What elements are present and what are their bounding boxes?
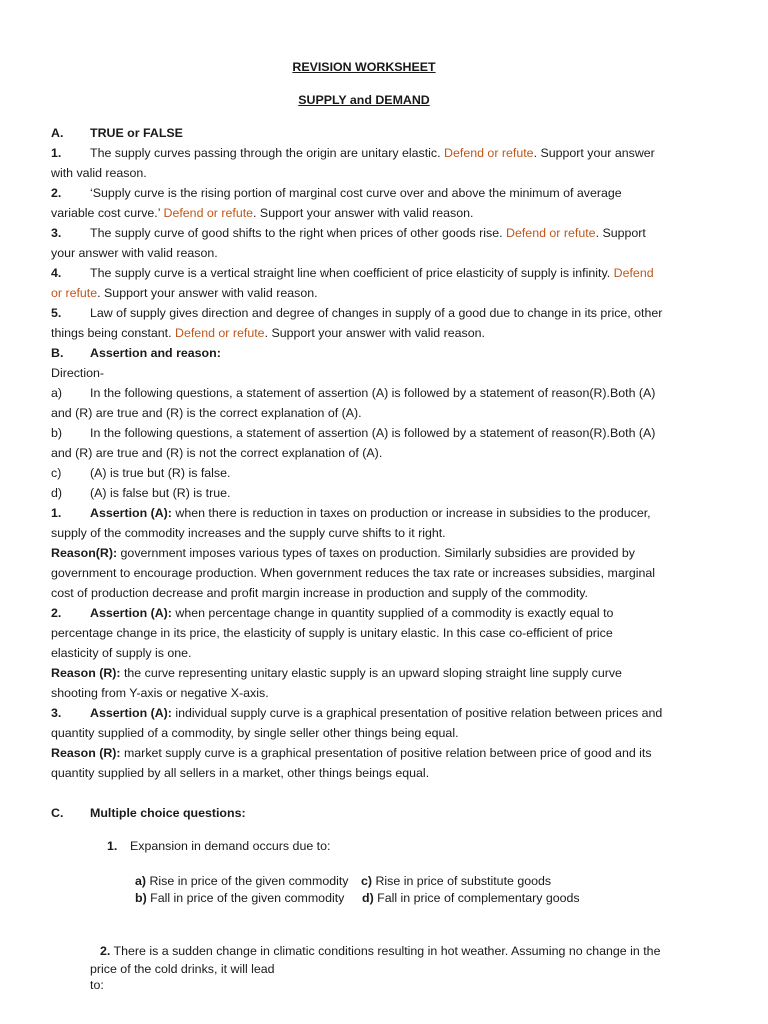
ar-q3-assertion-1: 3. Assertion (A): individual supply curve is a graphical presentation of positive relation between prices and [51, 706, 663, 720]
mcq-1-question: 1. Expansion in demand occurs due to: [107, 839, 331, 853]
tf-item-2-line-2: variable cost curve.’ Defend or refute. Support your answer with valid reason. [51, 206, 474, 220]
ar-q3-reason-2: quantity supplied by all sellers in a market, other things beings equal. [51, 766, 430, 780]
tf-item-3-line-2: your answer with valid reason. [51, 246, 218, 260]
mcq-1-option-b: b) Fall in price of the given commodity [135, 891, 345, 905]
option-d: d) (A) is false but (R) is true. [51, 486, 231, 500]
ar-q3-assertion-2: quantity supplied of a commodity, by single seller other things being equal. [51, 726, 459, 740]
section-c-heading: C. Multiple choice questions: [51, 806, 246, 820]
mcq-1-option-d: d) Fall in price of complementary goods [362, 891, 580, 905]
tf-item-1-line-1: 1. The supply curves passing through the origin are unitary elastic. Defend or refute. Support your answer [51, 146, 655, 160]
section-b-heading: B. Assertion and reason: [51, 346, 221, 360]
tf-item-5-line-2: things being constant. Defend or refute. Support your answer with valid reason. [51, 326, 485, 340]
defend-refute: Defend or refute [175, 326, 265, 340]
tf-item-2-line-1: 2. ‘Supply curve is the rising portion of marginal cost curve over and above the minimum of average [51, 186, 622, 200]
ar-q2-reason-1: Reason (R): the curve representing unitary elastic supply is an upward sloping straight line supply curve [51, 666, 622, 680]
option-b-line-2: and (R) are true and (R) is not the correct explanation of (A). [51, 446, 383, 460]
option-a-line-2: and (R) are true and (R) is the correct explanation of (A). [51, 406, 362, 420]
ar-q2-assertion-1: 2. Assertion (A): when percentage change in quantity supplied of a commodity is exactly equal to [51, 606, 614, 620]
tf-item-5-line-1: 5. Law of supply gives direction and degree of changes in supply of a good due to change in its price, other [51, 306, 663, 320]
defend-refute: Defend or refute [444, 146, 534, 160]
defend-refute: Defend or refute [506, 226, 596, 240]
ar-q3-reason-1: Reason (R): market supply curve is a graphical presentation of positive relation between price of good and its [51, 746, 652, 760]
ar-q1-reason-3: cost of production decrease and profit margin increase in production and supply of the commodity. [51, 586, 588, 600]
mcq-2-line-1: 2. There is a sudden change in climatic conditions resulting in hot weather. Assuming no change in the [100, 944, 661, 958]
mcq-2-line-3: to: [90, 978, 104, 992]
mcq-2-line-2: price of the cold drinks, it will lead [90, 962, 275, 976]
tf-item-4-line-2: or refute. Support your answer with valid reason. [51, 286, 318, 300]
page-subtitle: SUPPLY and DEMAND [298, 93, 430, 107]
mcq-1-option-a: a) Rise in price of the given commodity [135, 874, 349, 888]
ar-q1-reason-1: Reason(R): government imposes various types of taxes on production. Similarly subsidies are provided by [51, 546, 636, 560]
direction-label: Direction- [51, 366, 105, 380]
ar-q2-reason-2: shooting from Y-axis or negative X-axis. [51, 686, 269, 700]
ar-q1-assertion-2: supply of the commodity increases and the supply curve shifts to it right. [51, 526, 446, 540]
section-a-heading: A. TRUE or FALSE [51, 126, 183, 140]
tf-item-4-line-1: 4. The supply curve is a vertical straight line when coefficient of price elasticity of supply is infinity. Defend [51, 266, 654, 280]
ar-q2-assertion-3: elasticity of supply is one. [51, 646, 192, 660]
option-a-line-1: a) In the following questions, a statement of assertion (A) is followed by a statement of reason(R).Both (A) [51, 386, 656, 400]
tf-item-3-line-1: 3. The supply curve of good shifts to the right when prices of other goods rise. Defend or refute. Support [51, 226, 646, 240]
mcq-1-option-c: c) Rise in price of substitute goods [361, 874, 552, 888]
tf-item-1-line-2: with valid reason. [51, 166, 147, 180]
defend-refute: Defend or refute [163, 206, 254, 220]
option-b-line-1: b) In the following questions, a statement of assertion (A) is followed by a statement of reason(R).Both (A) [51, 426, 656, 440]
ar-q1-reason-2: government to encourage production. When government reduces the tax rate or increases subsidies, marginal [51, 566, 656, 580]
page-title: REVISION WORKSHEET [292, 60, 436, 74]
ar-q2-assertion-2: percentage change in its price, the elasticity of supply is unitary elastic. In this case co-efficient of price [51, 626, 613, 640]
option-c: c) (A) is true but (R) is false. [51, 466, 231, 480]
ar-q1-assertion-1: 1. Assertion (A): when there is reduction in taxes on production or increase in subsidies to the producer, [51, 506, 651, 520]
